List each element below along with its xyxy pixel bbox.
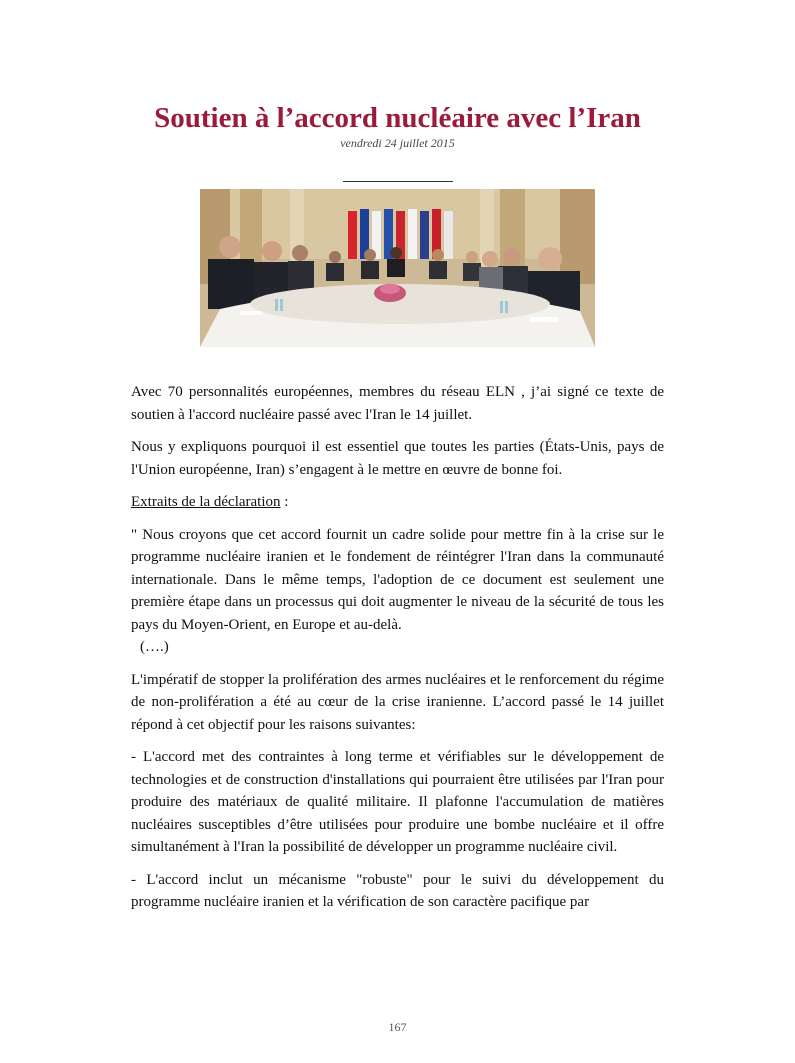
- page-number: 167: [388, 1020, 407, 1034]
- article-body: [131, 381, 664, 924]
- negotiation-table-photo: [200, 189, 595, 347]
- explanation-paragraph: Nous y expliquons pourquoi il est essentiel que toutes les parties (États-Unis, pays de l'Union européenne, Iran) s’engagent à le mettre en œuvre de bonne foi.: [131, 439, 664, 478]
- quote-ellipsis: (….): [140, 639, 169, 655]
- article-date: vendredi 24 juillet 2015: [340, 136, 455, 150]
- imperative-paragraph: L'impératif de stopper la prolifération des armes nucléaires et le renforcement du régime de non-prolifération a été au cœur de la crise iranienne. L’accord passé le 14 juillet répond à cet objectif pour les raisons suivantes:: [131, 671, 664, 733]
- title-divider: [343, 181, 453, 182]
- article-title: Soutien à l’accord nucléaire avec l’Iran: [154, 102, 641, 134]
- extracts-heading: [131, 491, 664, 514]
- mechanism-paragraph: - L'accord inclut un mécanisme "robuste" pour le suivi du développement du programme nucléaire iranien et la vérification de son caractère pacifique par: [131, 871, 664, 910]
- extracts-label: Extraits de la déclaration: [131, 494, 281, 510]
- constraints-paragraph: - L'accord met des contraintes à long terme et vérifiables sur le développement de technologies et de construction d'installations qui pourraient être utilisées par l'Iran pour produire des matériaux de qualité militaire. Il plafonne l'accumulation de matières nucléaires susceptibles d’être utilisées pour produire une bombe nucléaire et il offre simultanément à l'Iran la possibilité de développer un programme nucléaire civil.: [131, 749, 664, 855]
- extracts-colon: :: [280, 494, 289, 510]
- quote-text: " Nous croyons que cet accord fournit un cadre solide pour mettre fin à la crise sur le programme nucléaire iranien et le fondement de réintégrer l'Iran dans la communauté internationale. Dans le même temps, l'adoption de ce document est seulement une première étape dans un processus qui doit augmenter le niveau de la sécurité de tous les pays du Moyen-Orient, en Europe et au-delà.: [131, 526, 664, 633]
- quote-paragraph: [131, 524, 664, 659]
- intro-paragraph: Avec 70 personnalités européennes, membres du réseau ELN , j’ai signé ce texte de soutien à l'accord nucléaire passé avec l'Iran le 14 juillet.: [131, 384, 664, 423]
